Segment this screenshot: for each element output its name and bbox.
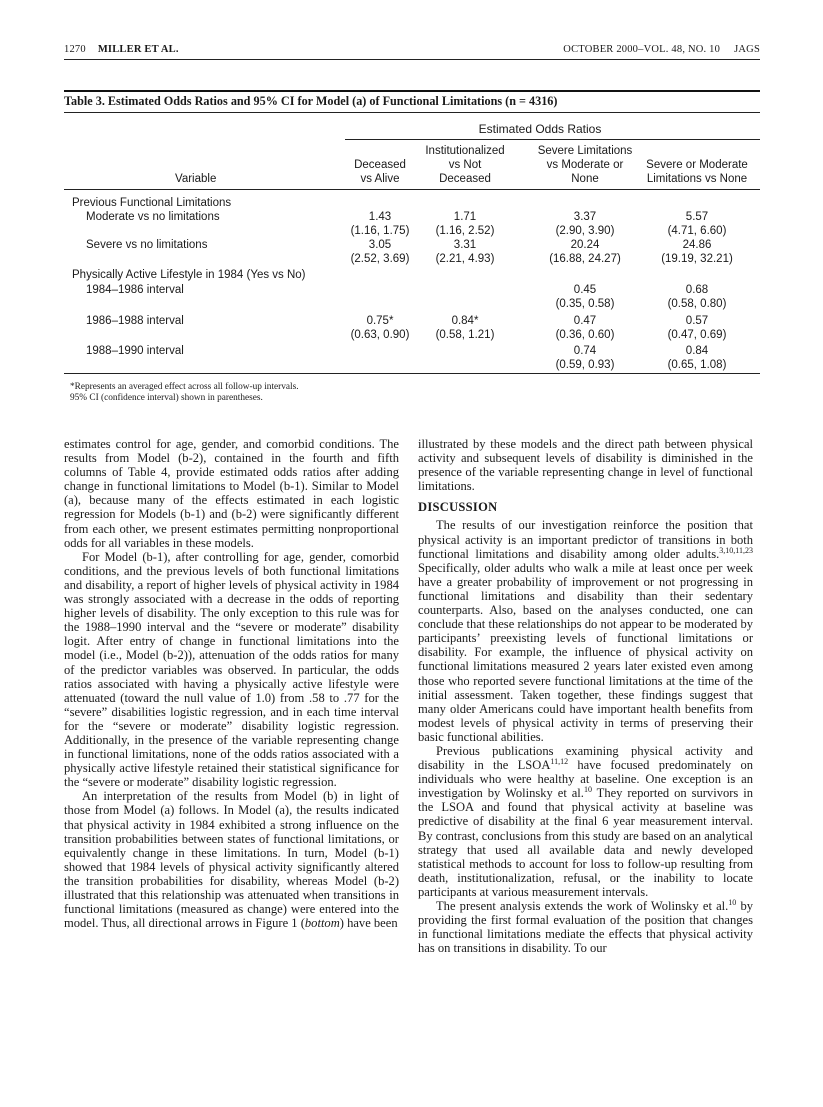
column-header-line: Deceased (439, 173, 491, 185)
column-header-line: Variable (175, 173, 217, 185)
cell-value: 0.57 (685, 315, 709, 327)
paragraph: estimates control for age, gender, and comorbid conditions. The results from Model (b-2), contained in the fourth and fifth columns of Table 4, provide estimated odds ratios after adding change in functional limitations to Model (b-1). Similar to Model (a), because many of the effects estimated in each logistic regression for Models (b-1) and (b-2) were significantly different from each other, we present estimates permitting nonproportional odds for all variables in these models. (64, 437, 399, 550)
column-header-line: Deceased (354, 159, 406, 171)
cell-value: 5.57 (685, 211, 709, 223)
table-cell (400, 314, 530, 342)
group-label: Physically Active Lifestyle in 1984 (Yes vs No) (72, 269, 306, 281)
cell-value: 3.05 (368, 239, 392, 251)
text-run: Specifically, older adults who walk a mile at least once per week have a greater probability of improvement or not progressing in functional limitations and disability than their sedentary counterparts. Also, based on the analyses conducted, one can conclude that these relationships do not appear to be moderated by participants’ preexisting levels of functional limitations or disability. For example, the influence of physical activity on functional limitations measured 2 years later existed even among those who reported severe functional limitations at the time of the initial assessment. Taken together, these findings suggest that many older Americans could have important health benefits from modest levels of physical activity in terms of preserving their basic functional abilities. (418, 560, 753, 744)
column-header-line: vs Moderate or (546, 159, 624, 171)
body-column-right (418, 437, 753, 955)
cell-ci: (2.21, 4.93) (435, 253, 495, 265)
column-header-line: Institutionalized (425, 145, 505, 157)
cell-ci: (0.65, 1.08) (667, 359, 727, 371)
cell-value: 0.84* (451, 315, 479, 327)
text-run: have focused predominately on individuals who were healthy at baseline. One exception is an investigation by Wolinsky et al. (418, 758, 753, 801)
cell-ci: (0.59, 0.93) (555, 359, 615, 371)
cell-ci: (16.88, 24.27) (549, 253, 621, 265)
table-span-header: Estimated Odds Ratios (478, 122, 602, 136)
cell-ci: (4.71, 6.60) (667, 225, 727, 237)
table-cell (622, 314, 772, 342)
cell-value: 0.68 (685, 284, 709, 296)
column-header-line: vs Not (448, 159, 482, 171)
text-run: An interpretation of the results from Model (b) in light of those from Model (a) follows. In Model (a), the results indicated that physical activity in 1984 exhibited a strong influence on the transition probabilities between states of functional limitations, or equivalently change in these limitations. In turn, Model (b-1) showed that 1984 levels of physical activity significantly altered the transition probabilities for disability, whereas Model (b-2) illustrated that this relationship was attenuated when transitions in functional limitations (measured as change) were entered into the model. Thus, all directional arrows in Figure 1 ( (64, 789, 399, 931)
cell-value: 1.43 (368, 211, 392, 223)
running-head-authors: MILLER ET AL. (97, 44, 179, 55)
emphasis: bottom (304, 916, 340, 931)
page-number: 1270 (64, 44, 86, 55)
paragraph (418, 518, 753, 744)
cell-ci: (2.90, 3.90) (555, 225, 615, 237)
table-cell (400, 238, 530, 266)
cell-value: 1.71 (453, 211, 477, 223)
column-header-line: Limitations vs None (646, 173, 748, 185)
citation-superscript: 11,12 (550, 756, 569, 766)
citation-superscript: 10 (583, 785, 592, 795)
cell-value: 24.86 (682, 239, 712, 251)
running-head-left (64, 44, 179, 55)
column-header-line: Severe or Moderate (646, 159, 748, 171)
row-label: 1984–1986 interval (86, 284, 184, 296)
table-cell (622, 344, 772, 372)
column-header-institutionalized (400, 144, 530, 186)
column-header-variable (175, 172, 275, 186)
table-top-rule (64, 90, 760, 92)
cell-value: 3.31 (453, 239, 477, 251)
cell-value: 0.75* (366, 315, 394, 327)
cell-value: 0.84 (685, 345, 709, 357)
table-footnote: *Represents an averaged effect across all follow-up intervals. (70, 382, 299, 392)
column-header-line: Severe Limitations (537, 145, 633, 157)
text-run: The results of our investigation reinforce the position that physical activity is an important predictor of transitions in both functional limitations and disability among older adults. (418, 518, 753, 561)
issue-info: OCTOBER 2000–VOL. 48, NO. 10 (563, 44, 721, 55)
group-label: Previous Functional Limitations (72, 197, 232, 209)
table-span-rule (345, 139, 760, 140)
row-label: 1986–1988 interval (86, 315, 184, 327)
paragraph (418, 744, 753, 899)
table-caption-rule (64, 112, 760, 113)
column-header-severe-or-moderate (622, 158, 772, 186)
table-cell (400, 210, 530, 238)
cell-value: 0.74 (573, 345, 597, 357)
cell-value: 0.47 (573, 315, 597, 327)
section-heading: DISCUSSION (418, 500, 498, 515)
cell-ci: (0.35, 0.58) (555, 298, 615, 310)
paragraph (418, 899, 753, 955)
row-label: 1988–1990 interval (86, 345, 184, 357)
row-label: Moderate vs no limitations (86, 211, 220, 223)
cell-ci: (19.19, 32.21) (661, 253, 733, 265)
running-head-rule (64, 59, 760, 60)
cell-ci: (1.16, 1.75) (350, 225, 410, 237)
cell-ci: (0.36, 0.60) (555, 329, 615, 341)
running-head (64, 44, 760, 60)
table-cell (622, 210, 772, 238)
cell-value: 20.24 (570, 239, 600, 251)
cell-value: 0.45 (573, 284, 597, 296)
text-run: The present analysis extends the work of Wolinsky et al. (436, 899, 729, 913)
column-header-line: vs Alive (360, 173, 400, 185)
paragraph: illustrated by these models and the direct path between physical activity and subsequent levels of disability is diminished in the presence of the variable representing change in level of functional limitations. (418, 437, 753, 494)
table-caption: Table 3. Estimated Odds Ratios and 95% CI for Model (a) of Functional Limitations (n = 4316) (64, 94, 558, 108)
cell-ci: (2.52, 3.69) (350, 253, 410, 265)
text-run: ) have been (339, 916, 398, 931)
citation-superscript: 3,10,11,23 (719, 545, 753, 555)
cell-ci: (1.16, 2.52) (435, 225, 495, 237)
table-cell (622, 238, 772, 266)
table-footnote: 95% CI (confidence interval) shown in parentheses. (70, 393, 263, 403)
column-header-line: None (571, 173, 599, 185)
citation-superscript: 10 (728, 897, 737, 907)
paragraph: For Model (b-1), after controlling for age, gender, comorbid conditions, and the previous levels of both functional limitations and disability, a report of higher levels of physical activity in 1984 was strongly associated with a decrease in the odds of reporting higher levels of disability. The only exception to this rule was for the 1988–1990 interval and the “severe or moderate” disability logit. After entry of change in functional limitations into the model (i.e., Model (b-2)), attenuation of the odds ratios for many of the predictor variables was observed. In particular, the odds ratios associated with having a physically active lifestyle were attenuated (toward the null value of 1.0) from .58 to .77 for the “severe” disabilities logistic regression, and in each time interval for the “severe or moderate” disability logistic regression. Additionally, in the presence of the variable representing change in functional limitations, none of the odds ratios associated with a physically active lifestyle retained their statistical significance for the “severe or moderate” disability logistic regression. (64, 549, 399, 790)
table-cell (622, 283, 772, 311)
text-run: Previous publications examining physical activity and disability in the LSOA (418, 743, 753, 773)
cell-value: 3.37 (573, 211, 597, 223)
cell-ci: (0.58, 1.21) (435, 329, 495, 341)
text-run: They reported on survivors in the LSOA and found that physical activity at baseline was predictive of disability at the final 6 year measurement interval. By contrast, conclusions from this study are based on an analytical strategy that used all available data and newly developed statistical methods to account for loss to follow-up resulting from death, institutionalization, refusal, or the inability to locate participants at various measurement intervals. (418, 786, 754, 899)
paragraph (64, 789, 399, 930)
table-bottom-rule (64, 373, 760, 374)
body-column-left (64, 437, 399, 930)
row-label: Severe vs no limitations (86, 239, 208, 251)
cell-ci: (0.63, 0.90) (350, 329, 410, 341)
journal-name: JAGS (734, 44, 760, 55)
cell-ci: (0.47, 0.69) (667, 329, 727, 341)
table-header-rule (64, 189, 760, 190)
text-run: by providing the first formal evaluation of the position that changes in functional limitations mediate the effects that physical activity has on transitions in disability. To our (418, 899, 754, 956)
cell-ci: (0.58, 0.80) (667, 298, 727, 310)
running-head-right (563, 44, 760, 55)
